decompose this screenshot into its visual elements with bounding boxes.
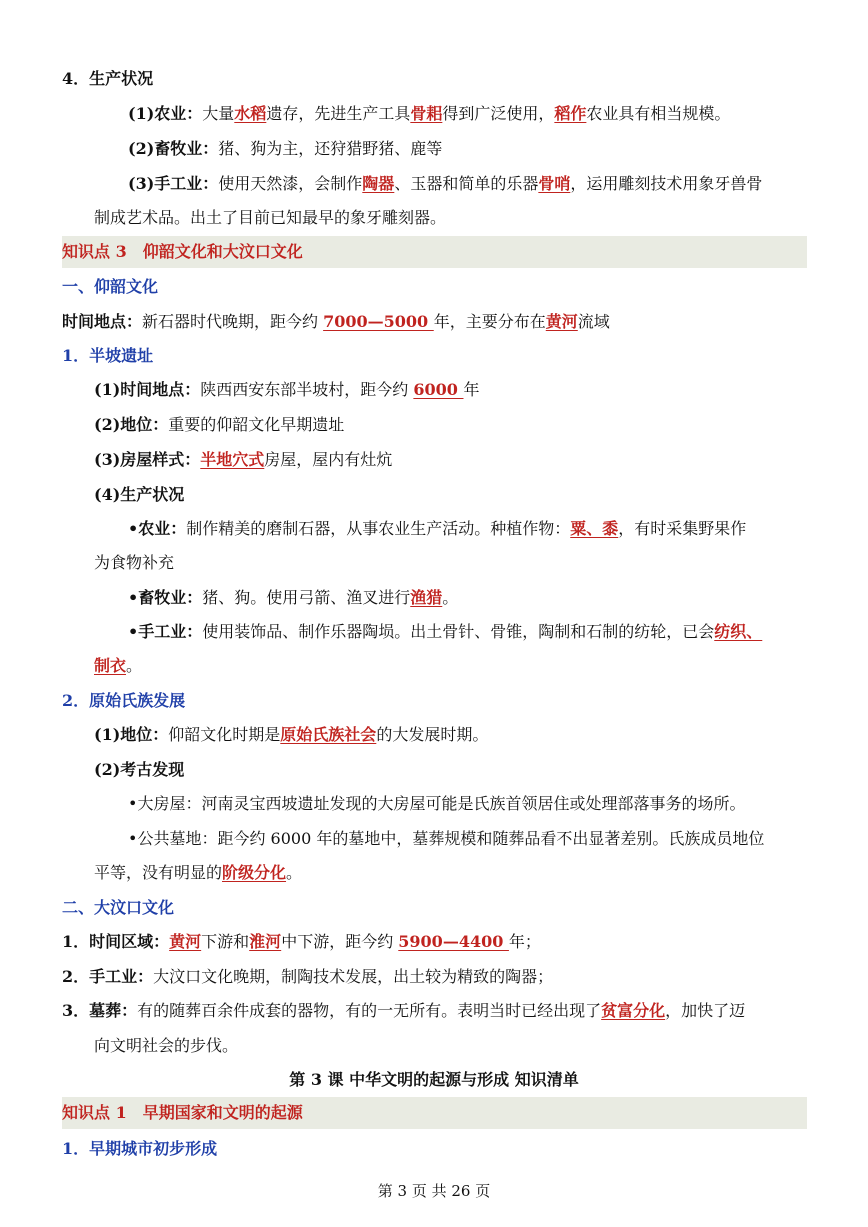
para-banpo-craft-cont: 制衣。 <box>94 656 143 675</box>
para-handicraft: (3)手工业：使用天然漆，会制作陶器、玉器和简单的乐器骨哨，运用雕刻技术用象牙兽骨 <box>128 174 763 193</box>
keyword: 5900—4400 <box>398 932 509 951</box>
para-banpo-production: (4)生产状况 <box>94 485 185 504</box>
para-husbandry: (2)畜牧业：猪、狗为主，还狩猎野猪、鹿等 <box>128 139 443 158</box>
para-clan-archaeology: (2)考古发现 <box>94 760 185 779</box>
keyword: 粟、黍 <box>570 519 619 538</box>
para-banpo-time: (1)时间地点：陕西西安东部半坡村，距今约 6000 年 <box>94 380 480 399</box>
keyword: 淮河 <box>249 932 282 951</box>
page-footer: 第 3 页 共 26 页 <box>377 1182 491 1200</box>
para-banpo-house: (3)房屋样式：半地穴式房屋，屋内有灶炕 <box>94 450 393 469</box>
para-dawenkou-craft: 2．手工业：大汶口文化晚期，制陶技术发展，出土较为精致的陶器； <box>62 967 554 986</box>
lesson-title: 第 3 课 中华文明的起源与形成 知识清单 <box>289 1070 579 1089</box>
section-yangshao: 一、仰韶文化 <box>62 277 159 296</box>
para-big-house: •大房屋：河南灵宝西坡遗址发现的大房屋可能是氏族首领居住或处理部落事务的场所。 <box>128 794 746 813</box>
section-dawenkou: 二、大汶口文化 <box>62 898 175 917</box>
subsection-early-cities: 1．早期城市初步形成 <box>62 1139 218 1158</box>
keyword: 纺织、 <box>714 622 763 641</box>
keyword: 骨哨 <box>538 174 571 193</box>
para-banpo-husbandry: •畜牧业：猪、狗。使用弓箭、渔叉进行渔猎。 <box>128 588 459 607</box>
keyword: 原始氏族社会 <box>280 725 377 744</box>
para-cemetery: •公共墓地：距今约 6000 年的墓地中，墓葬规模和随葬品看不出显著差别。氏族成员地位 <box>128 829 765 848</box>
para-banpo-craft: •手工业：使用装饰品、制作乐器陶埙。出土骨针、骨锥，陶制和石制的纺轮，已会纺织、 <box>128 622 763 641</box>
keyword: 阶级分化 <box>222 863 287 882</box>
para-banpo-agri: •农业：制作精美的磨制石器，从事农业生产活动。种植作物：粟、黍，有时采集野果作 <box>128 519 747 538</box>
para-dawenkou-burial-cont: 向文明社会的步伐。 <box>94 1036 239 1055</box>
subsection-banpo: 1．半坡遗址 <box>62 346 154 365</box>
heading-production: 4．生产状况 <box>62 69 154 88</box>
para-banpo-agri-cont: 为食物补充 <box>94 553 175 572</box>
para-handicraft-cont: 制成艺术品。出土了目前已知最早的象牙雕刻器。 <box>94 208 447 227</box>
keyword: 半地穴式 <box>200 450 265 469</box>
para-dawenkou-burial: 3．墓葬：有的随葬百余件成套的器物，有的一无所有。表明当时已经出现了贫富分化，加快了迈 <box>62 1001 746 1020</box>
para-yangshao-time: 时间地点：新石器时代晚期，距今约 7000—5000 年，主要分布在黄河流域 <box>62 312 610 331</box>
keyword: 骨耜 <box>410 104 443 123</box>
keyword: 贫富分化 <box>601 1001 666 1020</box>
knowledge-point-band: 知识点 3 仰韶文化和大汶口文化 <box>62 236 807 268</box>
keyword: 渔猎 <box>410 588 443 607</box>
para-cemetery-cont: 平等，没有明显的阶级分化。 <box>94 863 303 882</box>
keyword: 6000 <box>413 380 464 399</box>
keyword: 7000—5000 <box>323 312 434 331</box>
keyword: 稻作 <box>554 104 587 123</box>
keyword: 黄河 <box>545 312 578 331</box>
para-banpo-status: (2)地位：重要的仰韶文化早期遗址 <box>94 415 345 434</box>
para-dawenkou-time: 1．时间区域：黄河下游和淮河中下游，距今约 5900—4400 年； <box>62 932 541 951</box>
keyword: 黄河 <box>169 932 202 951</box>
keyword: 制衣 <box>94 656 127 675</box>
subsection-clan: 2．原始氏族发展 <box>62 691 186 710</box>
para-agriculture: (1)农业：大量水稻遗存，先进生产工具骨耜得到广泛使用，稻作农业具有相当规模。 <box>128 104 731 123</box>
knowledge-point-band: 知识点 1 早期国家和文明的起源 <box>62 1097 807 1129</box>
keyword: 水稻 <box>234 104 267 123</box>
para-clan-status: (1)地位：仰韶文化时期是原始氏族社会的大发展时期。 <box>94 725 489 744</box>
keyword: 陶器 <box>362 174 395 193</box>
